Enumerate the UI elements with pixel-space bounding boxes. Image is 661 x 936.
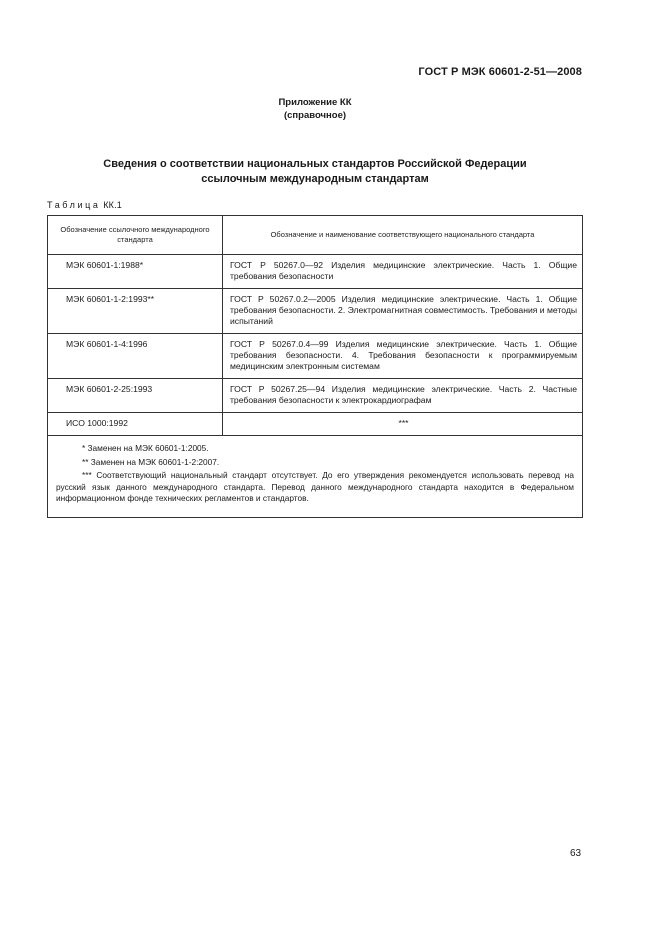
annex-heading [0,96,630,122]
table-row [48,289,583,334]
table-caption [47,200,122,210]
national-standard-cell: ГОСТ Р 50267.0—92 Изделия медицинские электрические. Часть 1. Общие требования безопасности [223,255,583,289]
footnote: * Заменен на МЭК 60601-1:2005. [82,443,209,453]
correspondence-table [47,215,583,518]
header-national-standard: Обозначение и наименование соответствующего национального стандарта [223,216,583,255]
section-title [48,157,582,187]
intl-standard-cell: ИСО 1000:1992 [48,413,223,436]
intl-standard-cell: МЭК 60601-1:1988* [48,255,223,289]
intl-standard-cell: МЭК 60601-2-25:1993 [48,379,223,413]
table-caption-label: Таблица [47,200,101,210]
table-row [48,413,583,436]
intl-standard-cell: МЭК 60601-1-2:1993** [48,289,223,334]
section-title-line1: Сведения о соответствии национальных стандартов Российской Федерации [103,158,527,170]
table-caption-id: КК.1 [103,200,122,210]
national-standard-cell: ГОСТ Р 50267.25—94 Изделия медицинские электрические. Часть 2. Частные требования безопасности к электрокардиографам [223,379,583,413]
table-row [48,379,583,413]
page-number: 63 [570,848,582,859]
national-standard-cell: ГОСТ Р 50267.0.2—2005 Изделия медицинские электрические. Часть 1. Общие требования безопасности. 2. Электромагнитная совместимость. Требования и методы испытаний [223,289,583,334]
table-row [48,334,583,379]
table-notes [48,436,583,518]
section-title-line2: ссылочным международным стандартам [201,173,429,185]
table-header-row [48,216,583,255]
annex-title: Приложение КК [278,97,352,108]
table-row [48,255,583,289]
footnote: ** Заменен на МЭК 60601-1-2:2007. [82,456,220,467]
standard-designation: ГОСТ Р МЭК 60601-2-51—2008 [418,66,582,78]
table-notes-row [48,436,583,518]
national-standard-cell: *** [223,413,583,436]
header-intl-standard: Обозначение ссылочного международного стандарта [48,216,223,255]
intl-standard-cell: МЭК 60601-1-4:1996 [48,334,223,379]
annex-subtitle: (справочное) [283,110,347,121]
footnote: *** Соответствующий национальный стандарт отсутствует. До его утверждения рекомендуется использовать перевод на русский язык данного международного стандарта. Перевод данного международного стандарта находится в Федеральном информационном фонде технических регламентов и стандартов. [56,470,574,503]
national-standard-cell: ГОСТ Р 50267.0.4—99 Изделия медицинские электрические. Часть 1. Общие требования безопасности. 4. Требования безопасности к программируемым медицинским электронным системам [223,334,583,379]
